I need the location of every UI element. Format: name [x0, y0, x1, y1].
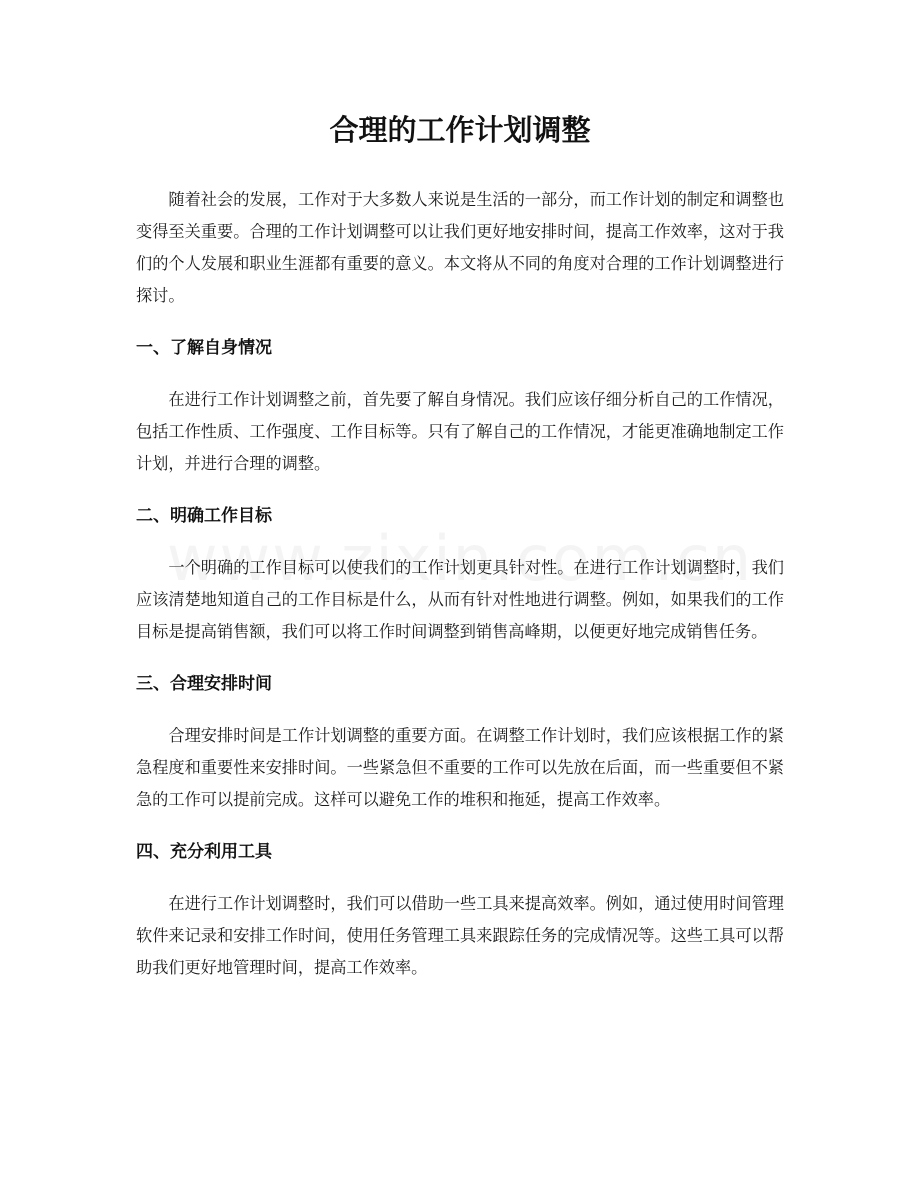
section-2	[136, 500, 784, 648]
section-3	[136, 668, 784, 816]
document-body	[136, 184, 784, 984]
section-heading: 二、明确工作目标	[136, 506, 272, 526]
section-paragraph: 合理安排时间是工作计划调整的重要方面。在调整工作计划时，我们应该根据工作的紧急程度和重要性来安排时间。一些紧急但不重要的工作可以先放在后面，而一些重要但不紧急的工作可以提前完成。这样可以避免工作的堆积和拖延，提高工作效率。	[136, 726, 784, 809]
section-paragraph: 在进行工作计划调整时，我们可以借助一些工具来提高效率。例如，通过使用时间管理软件来记录和安排工作时间，使用任务管理工具来跟踪任务的完成情况等。这些工具可以帮助我们更好地管理时间，提高工作效率。	[136, 894, 784, 977]
section-heading: 三、合理安排时间	[136, 674, 272, 694]
section-paragraph: 在进行工作计划调整之前，首先要了解自身情况。我们应该仔细分析自己的工作情况，包括工作性质、工作强度、工作目标等。只有了解自己的工作情况，才能更准确地制定工作计划，并进行合理的调整。	[136, 390, 784, 473]
section-1	[136, 332, 784, 480]
section-heading: 一、了解自身情况	[136, 338, 272, 358]
intro-paragraph: 随着社会的发展，工作对于大多数人来说是生活的一部分，而工作计划的制定和调整也变得至关重要。合理的工作计划调整可以让我们更好地安排时间，提高工作效率，这对于我们的个人发展和职业生涯都有重要的意义。本文将从不同的角度对合理的工作计划调整进行探讨。	[136, 190, 784, 305]
document-title: 合理的工作计划调整	[329, 113, 591, 147]
section-4	[136, 836, 784, 984]
section-heading: 四、充分利用工具	[136, 842, 272, 862]
section-paragraph: 一个明确的工作目标可以使我们的工作计划更具针对性。在进行工作计划调整时，我们应该清楚地知道自己的工作目标是什么，从而有针对性地进行调整。例如，如果我们的工作目标是提高销售额，我们可以将工作时间调整到销售高峰期，以便更好地完成销售任务。	[136, 558, 784, 641]
